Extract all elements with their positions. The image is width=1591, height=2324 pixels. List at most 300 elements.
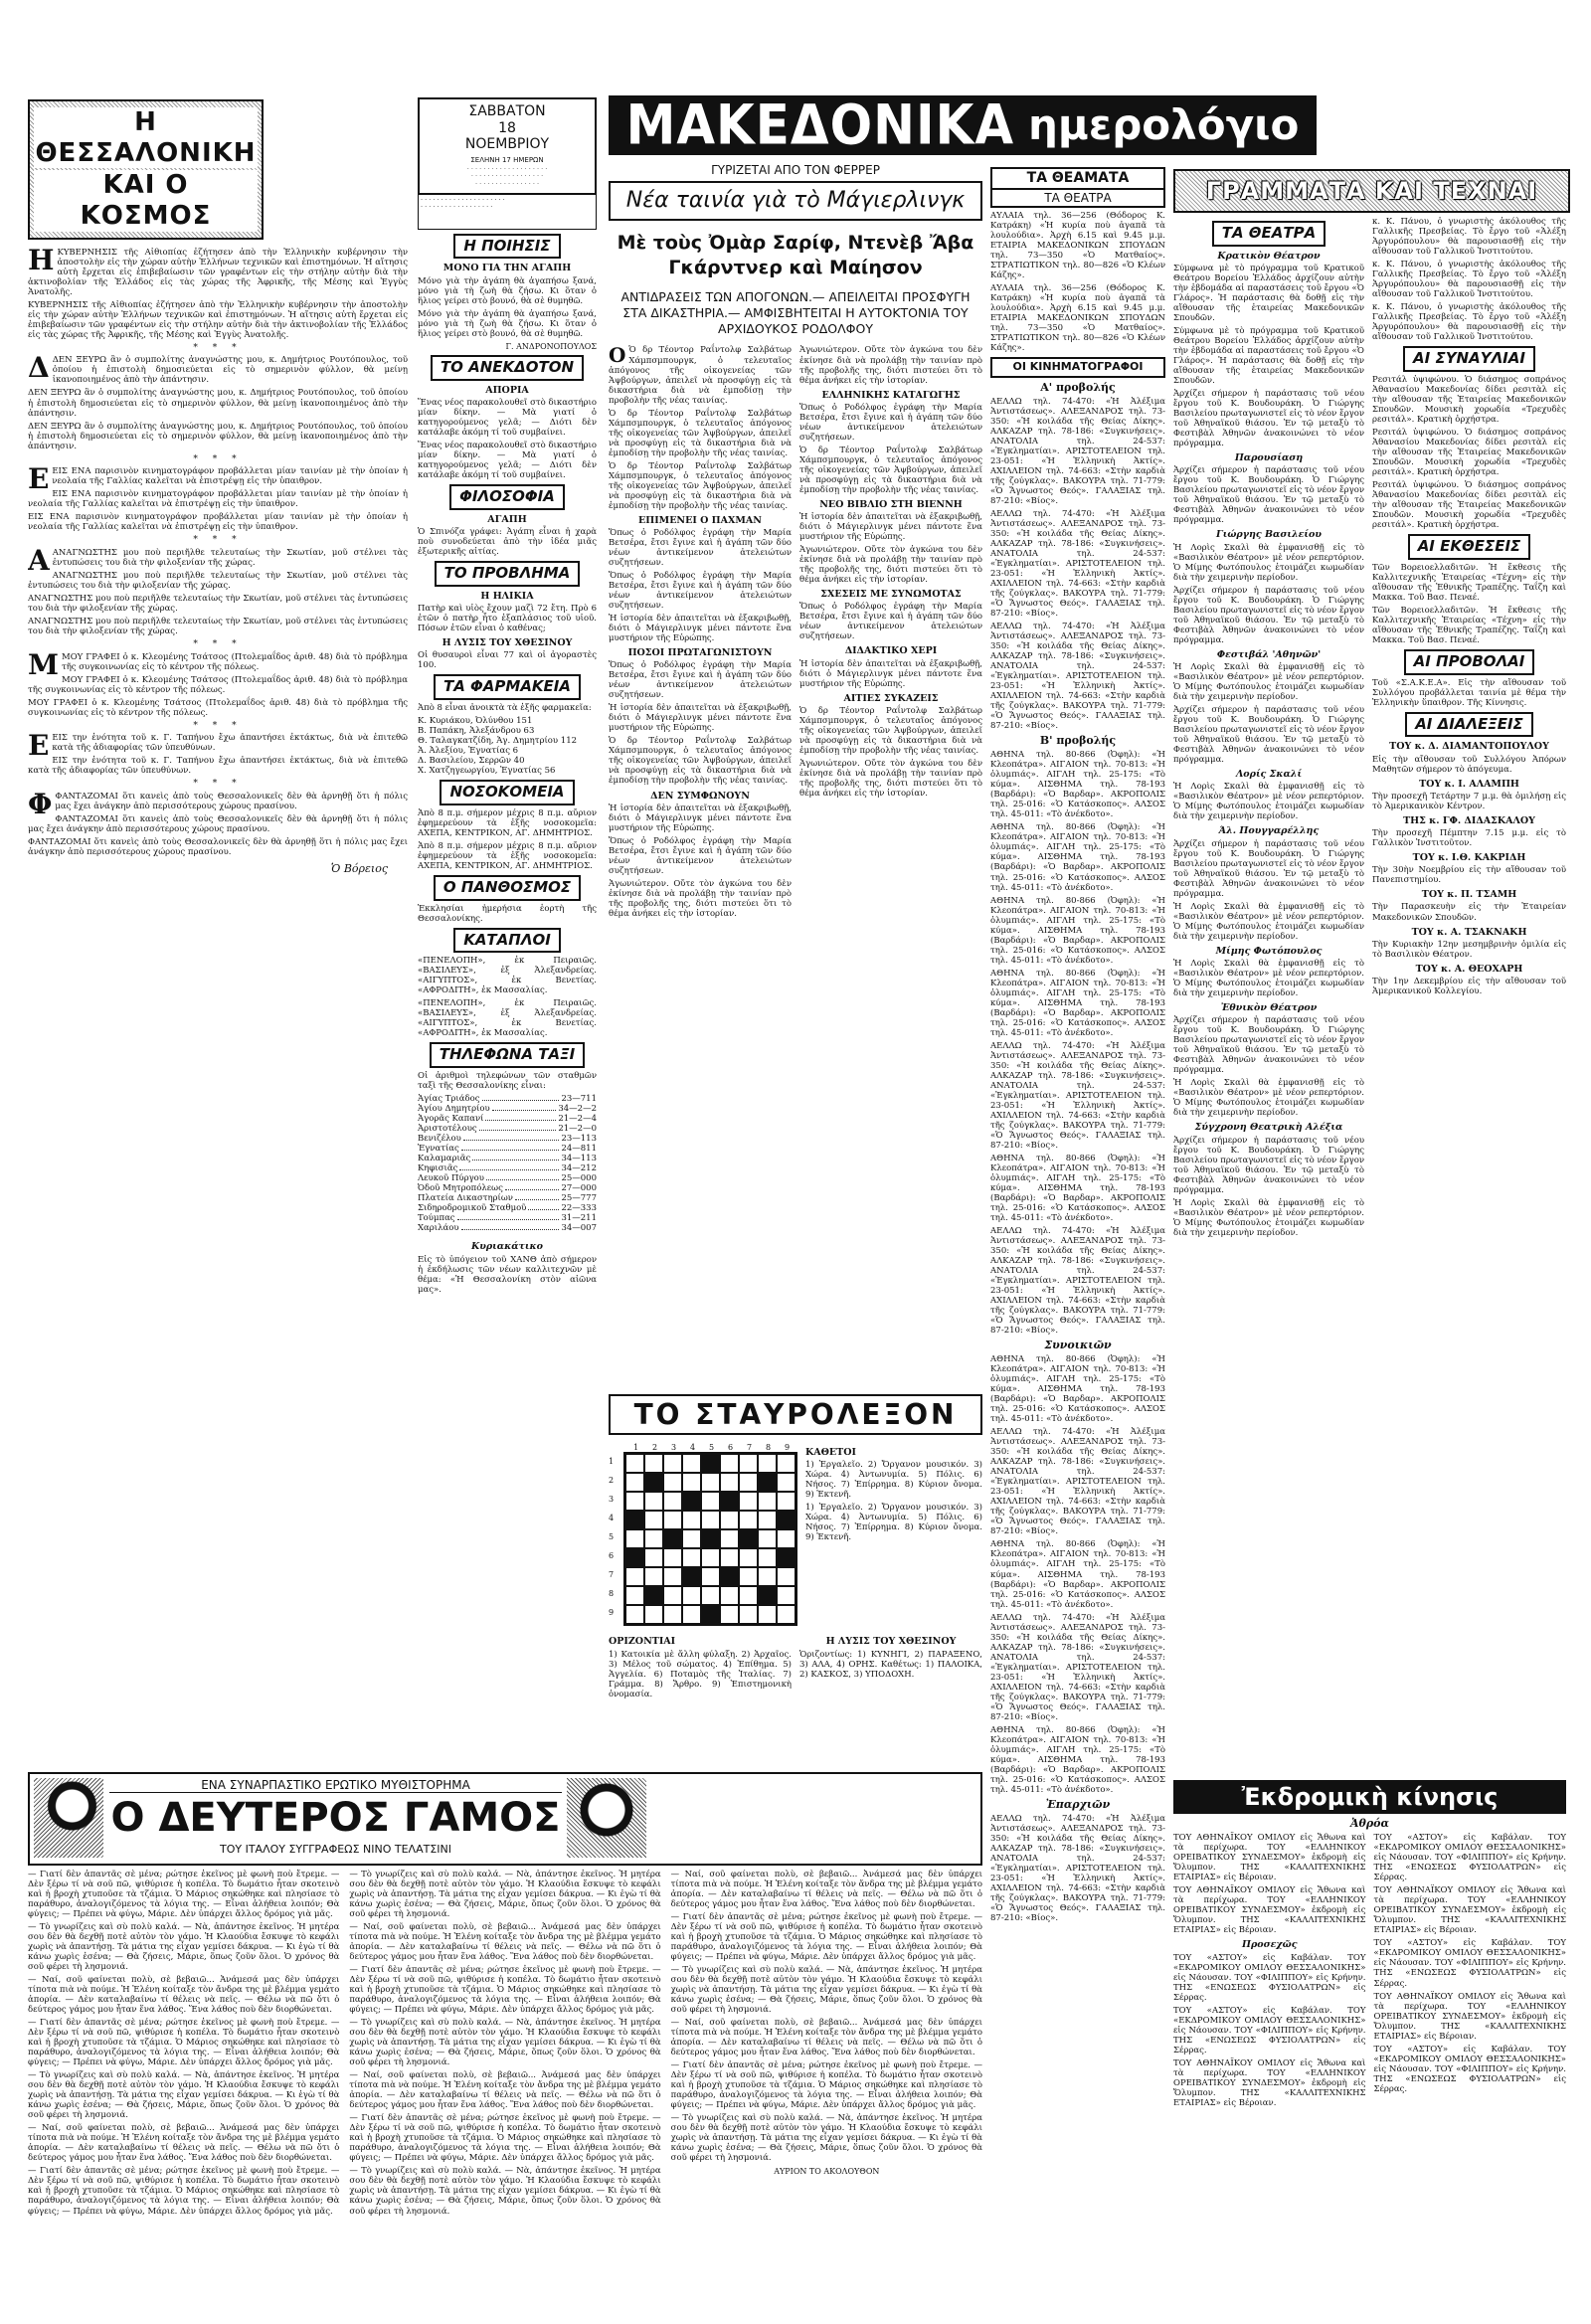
article-paragraph: ΦΑΝΤΑΖΟΜΑΙ ὅτι κανεὶς ἀπὸ τοὺς Θεσσαλονικεῖς δὲν θὰ ἀρνηθῇ ὅτι ἡ πόλις μας ἔχει ἀνάγκην ἀπὸ περισσότερους χώρους πρασίνου.: [28, 814, 408, 835]
article-paragraph: Ὁ δρ Τέοντορ Ραΐντολφ Σαλβάτωρ Χάμπσμπουργκ, ὁ τελευταῖος ἀπόγονος τῆς οἰκογενείας τῶν Ἀψβούργων, ἀπειλεῖ νὰ προσφύγῃ εἰς τὰ δικαστήρια διὰ νὰ ἐμποδίσῃ τὴν προβολὴν τῆς νέας ταινίας.: [609, 408, 792, 458]
crossword-cell: [663, 1586, 682, 1605]
diachronic-head: Κυριακάτικο: [471, 1241, 543, 1253]
crossword-cell: [758, 1454, 777, 1473]
crossword-cell: [663, 1605, 682, 1624]
crossword-cell: [625, 1605, 644, 1624]
philosophy-head: ΦΙΛΟΣΟΦΙΑ: [449, 484, 565, 510]
taxi-station-phone: 25—000: [561, 1173, 597, 1184]
leader-dots: [515, 1193, 559, 1200]
talk-speaker: ΤΟΥ κ. Π. ΤΣΑΜΗ: [1421, 889, 1517, 901]
pharmacy-item: Β. Παπάκη, Ἀλεξάνδρου 63: [418, 726, 535, 737]
leader-dots: [461, 1144, 560, 1151]
crossword-col-number: 2: [651, 1443, 658, 1453]
crossword-cell: [720, 1454, 739, 1473]
crossword-black-cell: [644, 1473, 663, 1492]
taxi-row: [418, 1193, 597, 1203]
serial-column-1: [28, 1870, 339, 2220]
article-paragraph: ΤΟΥ «ΑΣΤΟΥ» εἰς Καβάλαν. ΤΟΥ «ΕΚΔΡΟΜΙΚΟΥ ΟΜΙΛΟΥ ΘΕΣΣΑΛΟΝΙΚΗΣ» εἰς Νάουσαν. ΤΟΥ «ΦΙΛΙΠΠΟΥ» εἰς Κρήνην. ΤΗΣ «ΕΝΩΣΕΩΣ ΦΥΣΙΟΛΑΤΡΩΝ» εἰς Σέρρας.: [1373, 2044, 1566, 2094]
anecdote-subhead: ΑΠΟΡΙΑ: [485, 384, 529, 396]
hospitals-head: ΝΟΣΟΚΟΜΕΙΑ: [440, 780, 574, 805]
serial-column-3: [671, 1870, 982, 2220]
article-paragraph: — Ναί, σοῦ φαίνεται πολὺ, σὲ βεβαιῶ... Ἀνάμεσά μας δὲν ὑπάρχει τίποτα πιὰ νὰ πούμε. Ἡ Ἐλένη κοίταξε τὸν ἄνδρα της μὲ βλέμμα γεμάτο ἀπορία. — Δὲν καταλαβαίνω τί θέλεις νὰ πεῖς. — Θέλω νὰ πῶ ὅτι ὁ δεύτερος γάμος μου ἦταν ἕνα λάθος. Ἕνα λάθος ποὺ δὲν διορθώνεται.: [349, 2070, 661, 2111]
article-paragraph: Ἀγωνιώτερον. Οὔτε τὸν ἀγκώνα του δὲν ἐκίνησε διὰ νὰ προλάβῃ τὴν ταινίαν πρὸ τῆς προβολῆς της, διότι πιστεύει ὅτι τὸ θέμα ἀνήκει εἰς τὴν ἱστορίαν.: [799, 345, 982, 386]
film-subhead: ΣΧΕΣΕΙΣ ΜΕ ΣΥΝΩΜΟΤΑΣ: [820, 589, 962, 601]
crossword-black-cell: [739, 1529, 758, 1548]
crossword-cell: [739, 1548, 758, 1567]
article-paragraph: ΤΟΥ «ΑΣΤΟΥ» εἰς Καβάλαν. ΤΟΥ «ΕΚΔΡΟΜΙΚΟΥ ΟΜΙΛΟΥ ΘΕΣΣΑΛΟΝΙΚΗΣ» εἰς Νάουσαν. ΤΟΥ «ΦΙΛΙΠΠΟΥ» εἰς Κρήνην. ΤΗΣ «ΕΝΩΣΕΩΣ ΦΥΣΙΟΛΑΤΡΩΝ» εἰς Σέρρας.: [1373, 1938, 1566, 1989]
cinema-listing: ΑΘΗΝΑ τηλ. 80-866 (Ὀφηλ): «Ἡ Κλεοπάτρα». ΑΙΓΑΙΟΝ τηλ. 70-813: «Ἡ ὀλυμπιάς». ΑΙΓΛΗ τηλ. 25-175: «Τὸ κύμα». ΑΙΣΘΗΜΑ τηλ. 78-193 (Βαρδάρι): «Ὁ Βαρδαρ». ΑΚΡΟΠΟΛΙΣ τηλ. 25-016: «Ὁ Κατάσκοπος». ΑΛΣΟΣ τηλ. 45-011: «Τὸ ἀνέκδοτο».: [990, 822, 1165, 893]
date-month: ΝΟΕΜΒΡΙΟΥ: [464, 136, 550, 153]
anecdote-text: Ἕνας νέος παρακολουθεῖ στὸ δικαστήριο μίαν δίκην. — Μὰ γιατί ὁ κατηγορούμενος γελᾶ; — Διότι δὲν κατάλαβε ἀκόμη τί τοῦ συμβαίνει.: [418, 398, 597, 439]
taxi-station-phone: 34—2—2: [558, 1104, 597, 1115]
crossword-cell: [644, 1548, 663, 1567]
film-return-line: ΓΥΡΙΖΕΤΑΙ ΑΠΟ ΤΟΝ ΦΕΡΡΕΡ: [711, 163, 880, 177]
crossword-cell: [777, 1586, 796, 1605]
taxi-row: [418, 1154, 597, 1163]
film-body-columns: [609, 345, 982, 921]
first-runs-head: Α' προβολής: [1040, 380, 1116, 394]
taxi-row: [418, 1094, 597, 1104]
article-paragraph: Ὁ δρ Τέοντορ Ραΐντολφ Σαλβάτωρ Χάμπσμπουργκ, ὁ τελευταῖος ἀπόγονος τῆς οἰκογενείας τῶν Ἀψβούργων, ἀπειλεῖ νὰ προσφύγῃ εἰς τὰ δικαστήρια διὰ νὰ ἐμποδίσῃ τὴν προβολὴν τῆς νέας ταινίας.: [799, 445, 982, 495]
cinema-listing: ΑΘΗΝΑ τηλ. 80-866 (Ὀφηλ): «Ἡ Κλεοπάτρα». ΑΙΓΑΙΟΝ τηλ. 70-813: «Ἡ ὀλυμπιάς». ΑΙΓΛΗ τηλ. 25-175: «Τὸ κύμα». ΑΙΣΘΗΜΑ τηλ. 78-193 (Βαρδάρι): «Ὁ Βαρδαρ». ΑΚΡΟΠΟΛΙΣ τηλ. 25-016: «Ὁ Κατάσκοπος». ΑΛΣΟΣ τηλ. 45-011: «Τὸ ἀνέκδοτο».: [990, 1354, 1165, 1425]
taxi-station-phone: 21—2—0: [558, 1124, 597, 1135]
crossword-solution-wrap: [799, 1632, 982, 1701]
leader-dots: [482, 1094, 560, 1101]
crossword-cell: [758, 1492, 777, 1511]
taxi-station-name: Ἐγνατίας: [418, 1144, 459, 1155]
leader-dots: [459, 1163, 559, 1170]
leader-dots: [528, 1203, 559, 1210]
anecdote-text: Ἕνας νέος παρακολουθεῖ στὸ δικαστήριο μίαν δίκην. — Μὰ γιατί ὁ κατηγορούμενος γελᾶ; — Διότι δὲν κατάλαβε ἀκόμη τί τοῦ συμβαίνει.: [418, 441, 597, 481]
article-paragraph: Ἀρχίζει σήμερον ἡ παράστασις τοῦ νέου ἔργου τοῦ Κ. Βουδουράκη. Ὁ Γιώργης Βασιλείου πρωταγωνιστεῖ εἰς τὸ νέον ἔργον τοῦ Ἀθηναϊκοῦ θιάσου. Ἐν τῷ μεταξὺ τὸ Φεστιβὰλ Ἀθηνῶν ἀνακοινώνει τὸ νέον πρόγραμμα.: [1173, 838, 1364, 899]
crossword-black-cell: [682, 1567, 701, 1586]
crossword-col-number: 3: [670, 1443, 677, 1453]
crossword-cell: [644, 1454, 663, 1473]
masthead-title: [609, 95, 1317, 155]
film-subhead: ΠΟΣΟΙ ΠΡΩΤΑΓΩΝΙΣΤΟΥΝ: [627, 647, 773, 659]
article-paragraph: ΗΚΥΒΕΡΝΗΣΙΣ τῆς Αἰθιοπίας ἐζήτησεν ἀπὸ τὴν Ἑλληνικὴν κυβέρνησιν τὴν ἀποστολὴν εἰς τὴν χώραν αὐτὴν Ἑλλήνων τεχνικῶν καὶ ἐπιστημόνων. Ἡ αἴτησις αὐτὴ ἔρχεται εἰς ἐπιβεβαίωσιν τῶν γραφέντων εἰς τὴν στήλην αὐτὴν διὰ τὴν ἀκτινοβολίαν τῆς Ἑλλάδος εἰς τὰς χώρας τῆς Ἀφρικῆς, τῆς Μέσης καὶ Ἐγγὺς Ἀνατολῆς.: [28, 243, 408, 297]
exhibitions-head: ΑΙ ΕΚΘΕΣΕΙΣ: [1408, 534, 1531, 560]
arts-subhead: Γιώργης Βασιλείου: [1216, 529, 1322, 541]
crossword-cell: [682, 1511, 701, 1529]
crossword-row-numbers: 1 2 3 4 5 6 7 8 9: [609, 1457, 615, 1618]
leader-dots: [505, 1183, 560, 1190]
talk-details: Τὴν 30ὴν Νοεμβρίου εἰς τὴν αἴθουσαν τοῦ Πανεπιστημίου.: [1372, 865, 1566, 886]
cinema-listing: ΑΕΛΛΩ τηλ. 74-470: «Ἡ Ἀλέξιμα Ἀντιστάσεως». ΑΛΕΞΑΝΔΡΟΣ τηλ. 73-350: «Ἡ κοιλάδα τῆς Θείας Δίκης». ΑΛΚΑΖΑΡ τηλ. 78-186: «Συγκινήσεις». ΑΝΑΤΟΛΙΑ τηλ. 24-537: «Ἐγκληματίαι». ΑΡΙΣΤΟΤΕΛΕΙΟΝ τηλ. 23-051: «Ἡ Ἑλληνικὴ Ἀκτίς». ΑΧΙΛΛΕΙΟΝ τηλ. 74-663: «Στὴν καρδιὰ τῆς ζούγκλας». ΒΑΚΟΥΡΑ τηλ. 71-779: «Ὁ Ἄγνωστος Θεός». ΓΑΛΑΞΙΑΣ τηλ. 87-210: «Βίος».: [990, 1040, 1165, 1151]
pantheon-text: Ἐκκλησίαι ἡμερήσια ἑορτὴ τῆς Θεσσαλονίκης.: [418, 903, 597, 924]
crossword-cell: [701, 1473, 720, 1492]
taxi-row: [418, 1163, 597, 1173]
crossword-down-head: ΚΑΘΕΤΟΙ: [805, 1447, 856, 1459]
pharmacy-item: Κ. Κυριάκου, Ὀλύνθου 151: [418, 716, 533, 727]
taxi-station-name: Κηφισιᾶς: [418, 1163, 458, 1174]
article-paragraph: Ἡ ἱστορία δὲν ἀπαιτεῖται νὰ ἐξακριβωθῇ, διότι ὁ Μάγιερλινγκ μένει πάντοτε ἕνα μυστήριον τῆς Εὐρώπης.: [609, 703, 792, 734]
crossword-black-cell: [682, 1492, 701, 1511]
provinces-head: Ἐπαρχιῶν: [1045, 1797, 1111, 1811]
cinema-listing: ΑΕΛΛΩ τηλ. 74-470: «Ἡ Ἀλέξιμα Ἀντιστάσεως». ΑΛΕΞΑΝΔΡΟΣ τηλ. 73-350: «Ἡ κοιλάδα τῆς Θείας Δίκης». ΑΛΚΑΖΑΡ τηλ. 78-186: «Συγκινήσεις». ΑΝΑΤΟΛΙΑ τηλ. 24-537: «Ἐγκληματίαι». ΑΡΙΣΤΟΤΕΛΕΙΟΝ τηλ. 23-051: «Ἡ Ἑλληνικὴ Ἀκτίς». ΑΧΙΛΛΕΙΟΝ τηλ. 74-663: «Στὴν καρδιὰ τῆς ζούγκλας». ΒΑΚΟΥΡΑ τηλ. 71-779: «Ὁ Ἄγνωστος Θεός». ΓΑΛΑΞΙΑΣ τηλ. 87-210: «Βίος».: [990, 1813, 1165, 1923]
taxi-station-phone: 34—007: [561, 1223, 597, 1234]
paper-title: ΜΑΚΕΔΟΝΙΚΑ: [625, 95, 1015, 155]
article-paragraph: — Γιατί δὲν ἀπαντᾶς σὲ μένα; ρώτησε ἐκεῖνος μὲ φωνὴ ποὺ ἔτρεμε. — Δὲν ξέρω τί νὰ σοῦ πῶ, ψιθύρισε ἡ κοπέλα. Τὸ δωμάτιο ἦταν σκοτεινὸ καὶ ἡ βροχὴ χτυποῦσε τὰ τζάμια. Ὁ Μάριος σηκώθηκε καὶ πλησίασε τὸ παράθυρο, ἀναλογιζόμενος τὰ λόγια της. — Εἶναι ἀλήθεια λοιπόν; Θὰ φύγεις; — Πρέπει νὰ φύγω, Μάριε. Δὲν ὑπάρχει ἄλλος δρόμος γιὰ μᾶς.: [28, 1870, 340, 1920]
taxi-row: [418, 1114, 597, 1124]
crossword-cell: [777, 1492, 796, 1511]
poetry-author: Γ. ΑΝΔΡΟΝΟΠΟΥΛΟΣ: [505, 341, 597, 351]
taxi-row: [418, 1124, 597, 1134]
article-paragraph: ΕΙΣ ΕΝΑ παρισινὸν κινηματογράφον προβάλλεται μίαν ταινίαν μὲ τὴν ὁποίαν ἡ νεολαία τῆς Γαλλίας καλεῖται νὰ ἐπιστρέψῃ εἰς τὴν ὑπαιθρον.: [28, 512, 408, 533]
crossword-grid: [623, 1452, 797, 1626]
article-paragraph: Ἡ Λορὶς Σκαλὶ θὰ ἐμφανισθῇ εἰς τὸ «Βασιλικὸν Θέατρον» μὲ νέον ρεπερτόριον. Ὁ Μίμης Φωτόπουλος ἑτοιμάζει κωμωδίαν διὰ τὴν χειμερινὴν περίοδον.: [1173, 662, 1364, 703]
article-paragraph: ΔΕΝ ΞΕΥΡΩ ἂν ὁ συμπολίτης ἀναγνώστης μου, κ. Δημήτριος Ρουτόπουλος, τοῦ ὁποίου ἡ ἐπιστολὴ δημοσιεύεται εἰς τὸ σημερινὸν φύλλον, θὰ μείνῃ ἱκανοποιημένος ἀπὸ τὴν ἀπάντησιν.: [28, 421, 408, 451]
article-paragraph: — Τὸ γνωρίζεις καὶ σὺ πολὺ καλά. — Νὰ, ἀπάντησε ἐκεῖνος. Ἡ μητέρα σου δὲν θὰ δεχθῇ ποτὲ αὐτὸν τὸν γάμο. Ἡ Κλαούδια ἔσκυψε τὸ κεφάλι χωρὶς νὰ ἀπαντήσῃ. Τὰ μάτια της εἶχαν γεμίσει δάκρυα. — Κι ἐγὼ τί θὰ κάνω χωρὶς ἐσένα; — Θὰ ζήσεις, Μάριε, ὅπως ζοῦν ὅλοι. Ὁ χρόνος θὰ σοῦ φέρει τὴ λησμονιά.: [28, 1922, 340, 1973]
article-paragraph: ΜΜΟΥ ΓΡΑΦΕΙ ὁ κ. Κλεομένης Τσάτσος (Πτολεμαΐδος ἀριθ. 48) διὰ τὸ πρόβλημα τῆς συγκοινωνίας εἰς τὸ κέντρον τῆς πόλεως.: [28, 647, 408, 681]
masthead-note: · · · · · · · · · · · · · · · · · · · · · · · · · · · · · · · · · · · · · · ·: [418, 195, 597, 230]
taxi-row: [418, 1104, 597, 1114]
leader-dots: [492, 1104, 557, 1111]
ships-text: «ΠΕΝΕΛΟΠΗ», ἐκ Πειραιῶς. «ΒΑΣΙΛΕΥΣ», ἐξ Ἀλεξανδρείας. «ΑΙΓΥΠΤΟΣ», ἐκ Βενετίας. «ΑΦΡΟΔΙΤΗ», ἐκ Μασσαλίας.: [418, 956, 597, 996]
excursions-head: Ἐκδρομικὴ κίνησις: [1173, 1780, 1566, 1814]
crossword-cell: [644, 1567, 663, 1586]
article-paragraph: Ὅπως ὁ Ροδόλφος ἐγράφη τὴν Μαρία Βετσέρα, ἔτσι ἔγινε καὶ ἡ ἀγάπη τῶν δύο νέων ἀντικείμενον ἀτελειώτων συζητήσεων.: [609, 527, 792, 568]
film-stars: Μὲ τοὺς Ὀμὰρ Σαρίφ, Ντενὲβ Ἄβα Γκάρντνερ καὶ Μαίησον: [617, 232, 974, 278]
article-paragraph: — Τὸ γνωρίζεις καὶ σὺ πολὺ καλά. — Νὰ, ἀπάντησε ἐκεῖνος. Ἡ μητέρα σου δὲν θὰ δεχθῇ ποτὲ αὐτὸν τὸν γάμο. Ἡ Κλαούδια ἔσκυψε τὸ κεφάλι χωρὶς νὰ ἀπαντήσῃ. Τὰ μάτια της εἶχαν γεμίσει δάκρυα. — Κι ἐγὼ τί θὰ κάνω χωρὶς ἐσένα; — Θὰ ζήσεις, Μάριε, ὅπως ζοῦν ὅλοι. Ὁ χρόνος θὰ σοῦ φέρει τὴ λησμονιά.: [670, 1965, 982, 2016]
crossword-cell: [682, 1548, 701, 1567]
arts-theatres-head: ΤΑ ΘΕΑΤΡΑ: [1212, 221, 1326, 247]
article-paragraph: Τῶν Βορειοελλαδιτῶν. Ἡ ἔκθεσις τῆς Καλλιτεχνικῆς Ἑταιρείας «Τέχνη» εἰς τὴν αἴθουσαν τῆς Ἐθνικῆς Τραπέζης. Ταΐζη καὶ Μακκα. Τοῦ Βασ. Πεναέ.: [1372, 605, 1566, 645]
theatres-listing: ΑΥΛΑΙΑ τηλ. 36—256 (Θόδορος Κ. Κατράκη) «Ἡ κυρία ποὺ ἀγαπᾶ τὰ λουλούδια». Ἀρχὴ 6.15 καὶ 9.45 μ.μ. ΕΤΑΙΡΙΑ ΜΑΚΕΔΟΝΙΚΩΝ ΣΠΟΥΔΩΝ τηλ. 73—350 «Ὁ Ματθαίος». ΣΤΡΑΤΙΩΤΙΚΟΝ τηλ. 80—826 «Ὁ Κλέων Κάζης».: [990, 282, 1165, 353]
article-paragraph: Ἀρχίζει σήμερον ἡ παράστασις τοῦ νέου ἔργου τοῦ Κ. Βουδουράκη. Ὁ Γιώργης Βασιλείου πρωταγωνιστεῖ εἰς τὸ νέον ἔργον τοῦ Ἀθηναϊκοῦ θιάσου. Ἐν τῷ μεταξὺ τὸ Φεστιβὰλ Ἀθηνῶν ἀνακοινώνει τὸ νέον πρόγραμμα.: [1173, 389, 1364, 449]
almanac-details: · · · · · · · · · · · · · · · · · · · · · · · · · · · · · · · · · · · · · · · · · · · · · · · · · · · · · ·: [466, 164, 548, 189]
taxi-row: [418, 1213, 597, 1223]
film-subhead: ΕΠΙΜΕΝΕΙ Ο ΠΑΧΜΑΝ: [638, 514, 762, 526]
pharmacies-intro: Ἀπὸ 8 εἶναι ἀνοικτὰ τὰ ἑξῆς φαρμακεῖα:: [418, 703, 592, 713]
film-article: [609, 161, 982, 1392]
article-paragraph: κ. Κ. Πάνου, ὁ γνωριστὴς ἀκόλουθος τῆς Γαλλικῆς Πρεσβείας. Τὸ ἔργο τοῦ «Ἀλέξη Ἀργυρόπουλου» θὰ παρουσιασθῇ εἰς τὴν αἴθουσαν τοῦ Γαλλικοῦ Ἰνστιτούτου.: [1372, 302, 1566, 343]
article-paragraph: Ὅπως ὁ Ροδόλφος ἐγράφη τὴν Μαρία Βετσέρα, ἔτσι ἔγινε καὶ ἡ ἀγάπη τῶν δύο νέων ἀντικείμενον ἀτελειώτων συζητήσεων.: [799, 602, 982, 642]
taxi-station-phone: 23—113: [561, 1134, 597, 1145]
serial-section: [28, 1772, 982, 2299]
pantheon-head: Ο ΠΑΝΘΟΣΜΟΣ: [434, 875, 581, 901]
film-body-right: [799, 345, 982, 921]
crossword-cell: [720, 1548, 739, 1567]
taxi-station-name: Χαριλάου: [418, 1223, 459, 1234]
thessaloniki-headline-1: Η ΘΕΣΣΑΛΟΝΙΚΗ: [35, 107, 257, 168]
excursions-subhead-2: Προσεχῶς: [1242, 1939, 1298, 1951]
taxi-station-name: Ἁγίου Δημητρίου: [418, 1104, 490, 1115]
article-paragraph: ΚΥΒΕΡΝΗΣΙΣ τῆς Αἰθιοπίας ἐζήτησεν ἀπὸ τὴν Ἑλληνικὴν κυβέρνησιν τὴν ἀποστολὴν εἰς τὴν χώραν αὐτὴν Ἑλλήνων τεχνικῶν καὶ ἐπιστημόνων. Ἡ αἴτησις αὐτὴ ἔρχεται εἰς ἐπιβεβαίωσιν τῶν γραφέντων εἰς τὴν στήλην αὐτὴν διὰ τὴν ἀκτινοβολίαν τῆς Ἑλλάδος εἰς τὰς χώρας τῆς Ἀφρικῆς, τῆς Μέσης καὶ Ἐγγὺς Ἀνατολῆς.: [28, 299, 408, 340]
problem-head: ΤΟ ΠΡΟΒΛΗΜΑ: [435, 561, 581, 587]
article-paragraph: Ἀρχίζει σήμερον ἡ παράστασις τοῦ νέου ἔργου τοῦ Κ. Βουδουράκη. Ὁ Γιώργης Βασιλείου πρωταγωνιστεῖ εἰς τὸ νέον ἔργον τοῦ Ἀθηναϊκοῦ θιάσου. Ἐν τῷ μεταξὺ τὸ Φεστιβὰλ Ἀθηνῶν ἀνακοινώνει τὸ νέον πρόγραμμα.: [1173, 705, 1364, 766]
article-paragraph: — Γιατί δὲν ἀπαντᾶς σὲ μένα; ρώτησε ἐκεῖνος μὲ φωνὴ ποὺ ἔτρεμε. — Δὲν ξέρω τί νὰ σοῦ πῶ, ψιθύρισε ἡ κοπέλα. Τὸ δωμάτιο ἦταν σκοτεινὸ καὶ ἡ βροχὴ χτυποῦσε τὰ τζάμια. Ὁ Μάριος σηκώθηκε καὶ πλησίασε τὸ παράθυρο, ἀναλογιζόμενος τὰ λόγια της. — Εἶναι ἀλήθεια λοιπόν; Θὰ φύγεις; — Πρέπει νὰ φύγω, Μάριε. Δὲν ὑπάρχει ἄλλος δρόμος γιὰ μᾶς.: [349, 1965, 661, 2016]
paper-subtitle: ημερολόγιο: [1028, 100, 1300, 150]
serial-banner: ΕΝΑ ΣΥΝΑΡΠΑΣΤΙΚΟ ΕΡΩΤΙΚΟ ΜΥΘΙΣΤΟΡΗΜΑ: [109, 1778, 562, 1793]
article-paragraph: Ἀρχίζει σήμερον ἡ παράστασις τοῦ νέου ἔργου τοῦ Κ. Βουδουράκη. Ὁ Γιώργης Βασιλείου πρωταγωνιστεῖ εἰς τὸ νέον ἔργον τοῦ Ἀθηναϊκοῦ θιάσου. Ἐν τῷ μεταξὺ τὸ Φεστιβὰλ Ἀθηνῶν ἀνακοινώνει τὸ νέον πρόγραμμα.: [1173, 1135, 1364, 1195]
crossword-cell: [739, 1473, 758, 1492]
arts-right-column: [1372, 217, 1566, 1778]
serial-title: Ο ΔΕΥΤΕΡΟΣ ΓΑΜΟΣ: [110, 1795, 561, 1841]
crossword-cell: [701, 1511, 720, 1529]
crossword-cell: [701, 1548, 720, 1567]
article-paragraph: Ὅπως ὁ Ροδόλφος ἐγράφη τὴν Μαρία Βετσέρα, ἔτσι ἔγινε καὶ ἡ ἀγάπη τῶν δύο νέων ἀντικείμενον ἀτελειώτων συζητήσεων.: [799, 402, 982, 443]
excursions-body: [1173, 1833, 1566, 2108]
film-subhead: ΔΕΝ ΣΥΜΦΩΝΟΥΝ: [650, 790, 750, 802]
film-subhead: ΑΙΤΙΕΣ ΣΥΚΑΖΕΙΣ: [843, 692, 939, 704]
crossword-cell: [625, 1529, 644, 1548]
hospitals-text: Ἀπὸ 8 π.μ. σήμερον μέχρις 8 π.μ. αὔριον ἐφημερεύουν τὰ ἑξῆς νοσοκομεῖα: ΑΧΕΠΑ, ΚΕΝΤΡΙΚΟΝ, ΑΓ. ΔΗΜΗΤΡΙΟΣ.: [418, 840, 597, 871]
crossword-section: [609, 1394, 982, 1770]
crossword-cell: [625, 1492, 644, 1511]
meetings-head: ΑΙ ΣΥΝΑΥΛΙΑΙ: [1403, 346, 1535, 372]
crossword-cell: [739, 1511, 758, 1529]
cinema-listing: ΑΕΛΛΩ τηλ. 74-470: «Ἡ Ἀλέξιμα Ἀντιστάσεως». ΑΛΕΞΑΝΔΡΟΣ τηλ. 73-350: «Ἡ κοιλάδα τῆς Θείας Δίκης». ΑΛΚΑΖΑΡ τηλ. 78-186: «Συγκινήσεις». ΑΝΑΤΟΛΙΑ τηλ. 24-537: «Ἐγκληματίαι». ΑΡΙΣΤΟΤΕΛΕΙΟΝ τηλ. 23-051: «Ἡ Ἑλληνικὴ Ἀκτίς». ΑΧΙΛΛΕΙΟΝ τηλ. 74-663: «Στὴν καρδιὰ τῆς ζούγκλας». ΒΑΚΟΥΡΑ τηλ. 71-779: «Ὁ Ἄγνωστος Θεός». ΓΑΛΑΞΙΑΣ τηλ. 87-210: «Βίος».: [990, 1612, 1165, 1722]
cinemas-head: ΟΙ ΚΙΝΗΜΑΤΟΓΡΑΦΟΙ: [990, 357, 1165, 378]
pharmacy-item: Δ. Βασιλείου, Σερρῶν 40: [418, 756, 525, 767]
cinema-listing: ΑΘΗΝΑ τηλ. 80-866 (Ὀφηλ): «Ἡ Κλεοπάτρα». ΑΙΓΑΙΟΝ τηλ. 70-813: «Ἡ ὀλυμπιάς». ΑΙΓΛΗ τηλ. 25-175: «Τὸ κύμα». ΑΙΣΘΗΜΑ τηλ. 78-193 (Βαρδάρι): «Ὁ Βαρδαρ». ΑΚΡΟΠΟΛΙΣ τηλ. 25-016: «Ὁ Κατάσκοπος». ΑΛΣΟΣ τηλ. 45-011: «Τὸ ἀνέκδοτο».: [990, 750, 1165, 820]
article-paragraph: ΔΕΝ ΞΕΥΡΩ ἂν ὁ συμπολίτης ἀναγνώστης μου, κ. Δημήτριος Ρουτόπουλος, τοῦ ὁποίου ἡ ἐπιστολὴ δημοσιεύεται εἰς τὸ σημερινὸν φύλλον, θὰ μείνῃ ἱκανοποιημένος ἀπὸ τὴν ἀπάντησιν.: [28, 388, 408, 419]
article-paragraph: ΤΟΥ «ΑΣΤΟΥ» εἰς Καβάλαν. ΤΟΥ «ΕΚΔΡΟΜΙΚΟΥ ΟΜΙΛΟΥ ΘΕΣΣΑΛΟΝΙΚΗΣ» εἰς Νάουσαν. ΤΟΥ «ΦΙΛΙΠΠΟΥ» εἰς Κρήνην. ΤΗΣ «ΕΝΩΣΕΩΣ ΦΥΣΙΟΛΑΤΡΩΝ» εἰς Σέρρας.: [1173, 1952, 1366, 2003]
taxi-station-phone: 21—2—4: [558, 1114, 597, 1125]
article-paragraph: Σύμφωνα μὲ τὸ πρόγραμμα τοῦ Κρατικοῦ Θεάτρου Βορείου Ἑλλάδος ἀρχίζουν αὐτὴν τὴν ἑβδομάδα αἱ παραστάσεις τοῦ ἔργου «Ὁ Γλάρος». Ἡ παράστασις θὰ δοθῇ εἰς τὴν αἴθουσαν τῆς ἑταιρείας Μακεδονικῶν Σπουδῶν.: [1173, 263, 1364, 323]
serial-body: [28, 1870, 982, 2220]
serial-illustration-right: [567, 1778, 646, 1858]
cinema-listing: ΑΕΛΛΩ τηλ. 74-470: «Ἡ Ἀλέξιμα Ἀντιστάσεως». ΑΛΕΞΑΝΔΡΟΣ τηλ. 73-350: «Ἡ κοιλάδα τῆς Θείας Δίκης». ΑΛΚΑΖΑΡ τηλ. 78-186: «Συγκινήσεις». ΑΝΑΤΟΛΙΑ τηλ. 24-537: «Ἐγκληματίαι». ΑΡΙΣΤΟΤΕΛΕΙΟΝ τηλ. 23-051: «Ἡ Ἑλληνικὴ Ἀκτίς». ΑΧΙΛΛΕΙΟΝ τηλ. 74-663: «Στὴν καρδιὰ τῆς ζούγκλας». ΒΑΚΟΥΡΑ τηλ. 71-779: «Ὁ Ἄγνωστος Θεός». ΓΑΛΑΞΙΑΣ τηλ. 87-210: «Βίος».: [990, 622, 1165, 732]
crossword-cell: [701, 1567, 720, 1586]
crossword-cell: [644, 1511, 663, 1529]
article-paragraph: ΕΙΣ ΕΝΑ παρισινὸν κινηματογράφον προβάλλεται μίαν ταινίαν μὲ τὴν ὁποίαν ἡ νεολαία τῆς Γαλλίας καλεῖται νὰ ἐπιστρέψῃ εἰς τὴν ὑπαιθρον.: [28, 489, 408, 510]
thessaloniki-headline-box: [28, 99, 264, 240]
article-paragraph: — Τὸ γνωρίζεις καὶ σὺ πολὺ καλά. — Νὰ, ἀπάντησε ἐκεῖνος. Ἡ μητέρα σου δὲν θὰ δεχθῇ ποτὲ αὐτὸν τὸν γάμο. Ἡ Κλαούδια ἔσκυψε τὸ κεφάλι χωρὶς νὰ ἀπαντήσῃ. Τὰ μάτια της εἶχαν γεμίσει δάκρυα. — Κι ἐγὼ τί θὰ κάνω χωρὶς ἐσένα; — Θὰ ζήσεις, Μάριε, ὅπως ζοῦν ὅλοι. Ὁ χρόνος θὰ σοῦ φέρει τὴ λησμονιά.: [28, 2070, 340, 2121]
serial-continued: ΑΥΡΙΟΝ ΤΟ ΑΚΟΛΟΥΘΟΝ: [774, 2167, 880, 2177]
article-paragraph: — Τὸ γνωρίζεις καὶ σὺ πολὺ καλά. — Νὰ, ἀπάντησε ἐκεῖνος. Ἡ μητέρα σου δὲν θὰ δεχθῇ ποτὲ αὐτὸν τὸν γάμο. Ἡ Κλαούδια ἔσκυψε τὸ κεφάλι χωρὶς νὰ ἀπαντήσῃ. Τὰ μάτια της εἶχαν γεμίσει δάκρυα. — Κι ἐγὼ τί θὰ κάνω χωρὶς ἐσένα; — Θὰ ζήσεις, Μάριε, ὅπως ζοῦν ὅλοι. Ὁ χρόνος θὰ σοῦ φέρει τὴ λησμονιά.: [349, 1870, 661, 1920]
crossword-black-cell: [758, 1473, 777, 1492]
talk-speaker: ΤΟΥ κ. Α. ΤΣΑΚΝΑΚΗ: [1411, 926, 1527, 938]
taxi-intro: Οἱ ἀριθμοὶ τηλεφώνων τῶν σταθμῶν ταξὶ τῆς Θεσσαλονίκης εἶναι:: [418, 1071, 597, 1092]
poetry-subhead: ΜΟΝΟ ΓΙΑ ΤΗΝ ΑΓΑΠΗ: [442, 263, 572, 274]
taxi-station-name: Τούμπας: [418, 1213, 455, 1224]
crossword-cell: [739, 1454, 758, 1473]
philosophy-text: Ὁ Σπινόζα γράφει: Ἀγάπη εἶναι ἡ χαρὰ ποὺ συνοδεύεται ἀπὸ τὴν ἰδέα μιᾶς ἐξωτερικῆς αἰτίας.: [418, 527, 597, 558]
problem-subhead: Η ΗΛΙΚΙΑ: [480, 590, 534, 602]
article-paragraph: ΦΑΝΤΑΖΟΜΑΙ ὅτι κανεὶς ἀπὸ τοὺς Θεσσαλονικεῖς δὲν θὰ ἀρνηθῇ ὅτι ἡ πόλις μας ἔχει ἀνάγκην ἀπὸ περισσότερους χώρους πρασίνου.: [28, 837, 408, 858]
section-divider: * * *: [193, 779, 243, 790]
crossword-cell: [644, 1492, 663, 1511]
arts-left-column: [1173, 217, 1364, 1778]
crossword-solution: Ὁριζοντίως: 1) ΚΥΝΗΓΙ, 2) ΠΑΡΑΞΕΝΟ, 3) ΑΛΑ, 4) ΟΡΗΣ. Καθέτως: 1) ΠΑΛΟΙΚΑ, 2) ΚΑΣΚΟΣ, 3) ΥΠΟΔΟΧΗ.: [799, 1649, 982, 1680]
article-paragraph: Τοῦ «Σ.Α.Κ.Ε.Α». Εἰς τὴν αἴθουσαν τοῦ Συλλόγου προβάλλεται ταινία μὲ θέμα τὴν Ἑλληνικὴν ὕπαιθρον. Τῆς Κίννησις.: [1372, 677, 1566, 708]
crossword-cell: [777, 1454, 796, 1473]
article-paragraph: Ὅπως ὁ Ροδόλφος ἐγράφη τὴν Μαρία Βετσέρα, ἔτσι ἔγινε καὶ ἡ ἀγάπη τῶν δύο νέων ἀντικείμενον ἀτελειώτων συζητήσεων.: [609, 660, 792, 701]
crossword-head: ΤΟ ΣΤΑΥΡΟΛΕΞΟΝ: [609, 1394, 982, 1435]
article-paragraph: — Ναί, σοῦ φαίνεται πολὺ, σὲ βεβαιῶ... Ἀνάμεσά μας δὲν ὑπάρχει τίποτα πιὰ νὰ πούμε. Ἡ Ἐλένη κοίταξε τὸν ἄνδρα της μὲ βλέμμα γεμάτο ἀπορία. — Δὲν καταλαβαίνω τί θέλεις νὰ πεῖς. — Θέλω νὰ πῶ ὅτι ὁ δεύτερος γάμος μου ἦταν ἕνα λάθος. Ἕνα λάθος ποὺ δὲν διορθώνεται.: [28, 2123, 340, 2164]
article-paragraph: Ὅπως ὁ Ροδόλφος ἐγράφη τὴν Μαρία Βετσέρα, ἔτσι ἔγινε καὶ ἡ ἀγάπη τῶν δύο νέων ἀντικείμενον ἀτελειώτων συζητήσεων.: [609, 571, 792, 612]
taxi-station-name: Ἀριστοτέλους: [418, 1124, 477, 1135]
theatres-head: ΤΑ ΘΕΑΤΡΑ: [990, 190, 1165, 208]
crossword-black-cell: [701, 1529, 720, 1548]
talk-details: Τὴν 1ην Δεκεμβρίου εἰς τὴν αἴθουσαν τοῦ Ἀμερικανικοῦ Κολλεγίου.: [1372, 976, 1566, 996]
film-subhead: ΕΛΛΗΝΙΚΗΣ ΚΑΤΑΓΩΓΗΣ: [821, 389, 961, 401]
problem-text: Πατὴρ καὶ υἱὸς ἔχουν μαζὶ 72 ἔτη. Πρὸ 6 ἐτῶν ὁ πατὴρ ἦτο ἑξαπλάσιος τοῦ υἱοῦ. Πόσων ἐτῶν εἶναι ὁ καθένας;: [418, 604, 597, 634]
crossword-cell: [663, 1511, 682, 1529]
taxi-list: [418, 1094, 597, 1233]
cinema-listing: ΑΘΗΝΑ τηλ. 80-866 (Ὀφηλ): «Ἡ Κλεοπάτρα». ΑΙΓΑΙΟΝ τηλ. 70-813: «Ἡ ὀλυμπιάς». ΑΙΓΛΗ τηλ. 25-175: «Τὸ κύμα». ΑΙΣΘΗΜΑ τηλ. 78-193 (Βαρδάρι): «Ὁ Βαρδαρ». ΑΚΡΟΠΟΛΙΣ τηλ. 25-016: «Ὁ Κατάσκοπος». ΑΛΣΟΣ τηλ. 45-011: «Τὸ ἀνέκδοτο».: [990, 1724, 1165, 1795]
arts-subhead: Μίμης Φωτόπουλος: [1215, 945, 1323, 957]
ships-head: ΚΑΤΑΠΛΟΙ: [453, 928, 561, 954]
crossword-cell: [682, 1529, 701, 1548]
crossword-col-number: 8: [765, 1443, 772, 1453]
crossword-cell: [701, 1586, 720, 1605]
taxi-station-phone: 22—333: [561, 1203, 597, 1214]
article-paragraph: ΕΙΣ την ἐνότητα τοῦ κ. Γ. Ταπήνου ἔχω ἀπαντήσει ἐκτάκτως, διὰ νὰ ἐπιτεθῶ κατὰ τῆς ἀδιαφορίας τῶν ὑπευθύνων.: [28, 756, 408, 777]
anecdote-head: ΤΟ ΑΝΕΚΔΟΤΟΝ: [431, 355, 584, 381]
article-paragraph: ΤΟΥ ΑΘΗΝΑΪΚΟΥ ΟΜΙΛΟΥ εἰς Ἄθωνα καὶ τὰ περίχωρα. ΤΟΥ «ΕΛΛΗΝΙΚΟΥ ΟΡΕΙΒΑΤΙΚΟΥ ΣΥΝΔΕΣΜΟΥ» ἐκδρομὴ εἰς Ὄλυμπον. ΤΗΣ «ΚΑΛΛΙΤΕΧΝΙΚΗΣ ΕΤΑΙΡΙΑΣ» εἰς Βέροιαν.: [1173, 1833, 1366, 1883]
article-paragraph: ΑΝΑΓΝΩΣΤΗΣ μου ποὺ περιῆλθε τελευταίως τὴν Σκωτίαν, μοῦ στέλνει τὰς ἐντυπώσεις του διὰ τὴν φιλοξενίαν τῆς χώρας.: [28, 570, 408, 591]
article-paragraph: ΤΟΥ «ΑΣΤΟΥ» εἰς Καβάλαν. ΤΟΥ «ΕΚΔΡΟΜΙΚΟΥ ΟΜΙΛΟΥ ΘΕΣΣΑΛΟΝΙΚΗΣ» εἰς Νάουσαν. ΤΟΥ «ΦΙΛΙΠΠΟΥ» εἰς Κρήνην. ΤΗΣ «ΕΝΩΣΕΩΣ ΦΥΣΙΟΛΑΤΡΩΝ» εἰς Σέρρας.: [1373, 1833, 1566, 1883]
crossword-cell: [777, 1529, 796, 1548]
taxi-station-phone: 31—211: [561, 1213, 597, 1224]
article-paragraph: ΤΟΥ ΑΘΗΝΑΪΚΟΥ ΟΜΙΛΟΥ εἰς Ἄθωνα καὶ τὰ περίχωρα. ΤΟΥ «ΕΛΛΗΝΙΚΟΥ ΟΡΕΙΒΑΤΙΚΟΥ ΣΥΝΔΕΣΜΟΥ» ἐκδρομὴ εἰς Ὄλυμπον. ΤΗΣ «ΚΑΛΛΙΤΕΧΝΙΚΗΣ ΕΤΑΙΡΙΑΣ» εἰς Βέροιαν.: [1373, 1885, 1566, 1936]
article-paragraph: — Τὸ γνωρίζεις καὶ σὺ πολὺ καλά. — Νὰ, ἀπάντησε ἐκεῖνος. Ἡ μητέρα σου δὲν θὰ δεχθῇ ποτὲ αὐτὸν τὸν γάμο. Ἡ Κλαούδια ἔσκυψε τὸ κεφάλι χωρὶς νὰ ἀπαντήσῃ. Τὰ μάτια της εἶχαν γεμίσει δάκρυα. — Κι ἐγὼ τί θὰ κάνω χωρὶς ἐσένα; — Θὰ ζήσεις, Μάριε, ὅπως ζοῦν ὅλοι. Ὁ χρόνος θὰ σοῦ φέρει τὴ λησμονιά.: [670, 2113, 982, 2164]
arts-subhead: Ἐθνικὸν Θέατρον: [1220, 1002, 1318, 1014]
diachronic-text: Εἰς τὸ ὑπόγειον τοῦ ΧΑΝΘ ἀπὸ σήμερον ἡ ἐκδήλωσις τῶν νέων καλλιτεχνῶν μὲ θέμα: «Ἡ Θεσσαλονίκη στὸν αἰῶνα μας».: [418, 1254, 597, 1295]
leader-dots: [479, 1124, 557, 1131]
crossword-black-cell: [720, 1492, 739, 1511]
talks-head: ΑΙ ΔΙΑΛΕΞΕΙΣ: [1405, 712, 1533, 738]
article-paragraph: Ρεσιτάλ ὑψιφώνου. Ὁ διάσημος σοπράνος Ἀθανασίου Μακεδονίας δίδει ρεσιτὰλ εἰς τὴν αἴθουσαν τῆς Ἑταιρείας Μακεδονικῶν Σπουδῶν. Μουσικὴ χορωδία «Τρεχυδὲς ρεσιτάλ». Κρατικὴ ὀρχήστρα.: [1372, 480, 1566, 531]
crossword-cell: [663, 1492, 682, 1511]
taxi-row: [418, 1144, 597, 1154]
crossword-black-cell: [701, 1454, 720, 1473]
article-paragraph: — Γιατί δὲν ἀπαντᾶς σὲ μένα; ρώτησε ἐκεῖνος μὲ φωνὴ ποὺ ἔτρεμε. — Δὲν ξέρω τί νὰ σοῦ πῶ, ψιθύρισε ἡ κοπέλα. Τὸ δωμάτιο ἦταν σκοτεινὸ καὶ ἡ βροχὴ χτυποῦσε τὰ τζάμια. Ὁ Μάριος σηκώθηκε καὶ πλησίασε τὸ παράθυρο, ἀναλογιζόμενος τὰ λόγια της. — Εἶναι ἀλήθεια λοιπόν; Θὰ φύγεις; — Πρέπει νὰ φύγω, Μάριε. Δὲν ὑπάρχει ἄλλος δρόμος γιὰ μᾶς.: [349, 2113, 661, 2164]
crossword-col-number: 5: [708, 1443, 715, 1453]
article-paragraph: ΤΟΥ ΑΘΗΝΑΪΚΟΥ ΟΜΙΛΟΥ εἰς Ἄθωνα καὶ τὰ περίχωρα. ΤΟΥ «ΕΛΛΗΝΙΚΟΥ ΟΡΕΙΒΑΤΙΚΟΥ ΣΥΝΔΕΣΜΟΥ» ἐκδρομὴ εἰς Ὄλυμπον. ΤΗΣ «ΚΑΛΛΙΤΕΧΝΙΚΗΣ ΕΤΑΙΡΙΑΣ» εἰς Βέροιαν.: [1173, 2057, 1366, 2108]
section-divider: * * *: [193, 342, 243, 353]
crossword-black-cell: [663, 1529, 682, 1548]
article-paragraph: Ἡ Λορὶς Σκαλὶ θὰ ἐμφανισθῇ εἰς τὸ «Βασιλικὸν Θέατρον» μὲ νέον ρεπερτόριον. Ὁ Μίμης Φωτόπουλος ἑτοιμάζει κωμωδίαν διὰ τὴν χειμερινὴν περίοδον.: [1173, 901, 1364, 942]
excursions-section: [1173, 1780, 1566, 2297]
article-paragraph: Ὅπως ὁ Ροδόλφος ἐγράφη τὴν Μαρία Βετσέρα, ἔτσι ἔγινε καὶ ἡ ἀγάπη τῶν δύο νέων ἀντικείμενον ἀτελειώτων συζητήσεων.: [609, 835, 792, 876]
talk-speaker: ΤΗΣ κ. ΓΦ. ΔΙΔΑΣΚΑΛΟΥ: [1403, 814, 1535, 826]
article-paragraph: ΦΦΑΝΤΑΖΟΜΑΙ ὅτι κανεὶς ἀπὸ τοὺς Θεσσαλονικεῖς δὲν θὰ ἀρνηθῇ ὅτι ἡ πόλις μας ἔχει ἀνάγκην ἀπὸ περισσότερους χώρους πρασίνου.: [28, 788, 408, 820]
article-paragraph: Ρεσιτάλ ὑψιφώνου. Ὁ διάσημος σοπράνος Ἀθανασίου Μακεδονίας δίδει ρεσιτὰλ εἰς τὴν αἴθουσαν τῆς Ἑταιρείας Μακεδονικῶν Σπουδῶν. Μουσικὴ χορωδία «Τρεχυδὲς ρεσιτάλ». Κρατικὴ ὀρχήστρα.: [1372, 374, 1566, 425]
crossword-body: [609, 1443, 982, 1626]
crossword-cell: [625, 1473, 644, 1492]
talk-speaker: ΤΟΥ κ. Ι.Θ. ΚΑΚΡΙΔΗ: [1412, 852, 1526, 864]
pharmacy-item: Ἀ. Ἀλεξίου, Ἐγνατίας 6: [418, 746, 519, 757]
talks-list: [1372, 741, 1566, 996]
crossword-black-cell: [644, 1586, 663, 1605]
taxi-station-phone: 24—811: [561, 1144, 597, 1155]
article-paragraph: Ὁ δρ Τέοντορ Ραΐντολφ Σαλβάτωρ Χάμπσμπουργκ, ὁ τελευταῖος ἀπόγονος τῆς οἰκογενείας τῶν Ἀψβούργων, ἀπειλεῖ νὰ προσφύγῃ εἰς τὰ δικαστήρια διὰ νὰ ἐμποδίσῃ τὴν προβολὴν τῆς νέας ταινίας.: [609, 460, 792, 511]
crossword-cell: [777, 1567, 796, 1586]
crossword-cell: [739, 1605, 758, 1624]
almanac-line: ΣΕΛΗΝΗ 17 ΗΜΕΡΩΝ: [470, 155, 544, 164]
cinema-listing: ΑΘΗΝΑ τηλ. 80-866 (Ὀφηλ): «Ἡ Κλεοπάτρα». ΑΙΓΑΙΟΝ τηλ. 70-813: «Ἡ ὀλυμπιάς». ΑΙΓΛΗ τηλ. 25-175: «Τὸ κύμα». ΑΙΣΘΗΜΑ τηλ. 78-193 (Βαρδάρι): «Ὁ Βαρδαρ». ΑΚΡΟΠΟΛΙΣ τηλ. 25-016: «Ὁ Κατάσκοπος». ΑΛΣΟΣ τηλ. 45-011: «Τὸ ἀνέκδοτο».: [990, 1539, 1165, 1610]
leader-dots: [486, 1173, 560, 1180]
leader-dots: [461, 1223, 560, 1230]
article-paragraph: — Ναί, σοῦ φαίνεται πολὺ, σὲ βεβαιῶ... Ἀνάμεσά μας δὲν ὑπάρχει τίποτα πιὰ νὰ πούμε. Ἡ Ἐλένη κοίταξε τὸν ἄνδρα της μὲ βλέμμα γεμάτο ἀπορία. — Δὲν καταλαβαίνω τί θέλεις νὰ πεῖς. — Θέλω νὰ πῶ ὅτι ὁ δεύτερος γάμος μου ἦταν ἕνα λάθος. Ἕνα λάθος ποὺ δὲν διορθώνεται.: [349, 1922, 661, 1963]
crossword-black-cell: [701, 1605, 720, 1624]
crossword-cell: [663, 1454, 682, 1473]
crossword-cell: [682, 1605, 701, 1624]
crossword-cell: [682, 1586, 701, 1605]
article-paragraph: — Ναί, σοῦ φαίνεται πολὺ, σὲ βεβαιῶ... Ἀνάμεσά μας δὲν ὑπάρχει τίποτα πιὰ νὰ πούμε. Ἡ Ἐλένη κοίταξε τὸν ἄνδρα της μὲ βλέμμα γεμάτο ἀπορία. — Δὲν καταλαβαίνω τί θέλεις νὰ πεῖς. — Θέλω νὰ πῶ ὅτι ὁ δεύτερος γάμος μου ἦταν ἕνα λάθος. Ἕνα λάθος ποὺ δὲν διορθώνεται.: [670, 1870, 982, 1910]
crossword-col-number: 4: [689, 1443, 696, 1453]
taxi-station-name: Σιδηροδρομικοῦ Σταθμοῦ: [418, 1203, 527, 1214]
date-day: ΣΑΒΒΑΤΟΝ: [468, 103, 546, 119]
article-paragraph: Ἡ Λορὶς Σκαλὶ θὰ ἐμφανισθῇ εἰς τὸ «Βασιλικὸν Θέατρον» μὲ νέον ρεπερτόριον. Ὁ Μίμης Φωτόπουλος ἑτοιμάζει κωμωδίαν διὰ τὴν χειμερινὴν περίοδον.: [1173, 542, 1364, 583]
crossword-across-head: ΟΡΙΖΟΝΤΙΑΙ: [609, 1636, 676, 1648]
article-paragraph: ΔΔΕΝ ΞΕΥΡΩ ἂν ὁ συμπολίτης ἀναγνώστης μου, κ. Δημήτριος Ρουτόπουλος, τοῦ ὁποίου ἡ ἐπιστολὴ δημοσιεύεται εἰς τὸ σημερινὸν φύλλον, θὰ μείνῃ ἱκανοποιημένος ἀπὸ τὴν ἀπάντησιν.: [28, 351, 408, 386]
poetry-text: Μόνο γιὰ τὴν ἀγάπη θὰ ἀγαπήσω ξανά, μόνο γιὰ τὴ ζωὴ θὰ ζήσω. Κι ὅταν ὁ ἥλιος γείρει στὸ βουνό, θὰ σὲ θυμηθῶ.: [418, 275, 597, 306]
crossword-cell: [777, 1605, 796, 1624]
taxi-head: ΤΗΛΕΦΩΝΑ ΤΑΞΙ: [430, 1042, 585, 1068]
talk-details: Τὴν Κυριακὴν 12ην μεσημβρινὴν ὁμιλία εἰς τὸ Βασιλικὸν Θέατρον.: [1372, 939, 1566, 960]
taxi-row: [418, 1183, 597, 1193]
theatres-listing: ΑΥΛΑΙΑ τηλ. 36—256 (Θόδορος Κ. Κατράκη) «Ἡ κυρία ποὺ ἀγαπᾶ τὰ λουλούδια». Ἀρχὴ 6.15 καὶ 9.45 μ.μ. ΕΤΑΙΡΙΑ ΜΑΚΕΔΟΝΙΚΩΝ ΣΠΟΥΔΩΝ τηλ. 73—350 «Ὁ Ματθαίος». ΣΤΡΑΤΙΩΤΙΚΟΝ τηλ. 80—826 «Ὁ Κλέων Κάζης».: [990, 210, 1165, 280]
serial-column-2: [349, 1870, 660, 2220]
section-divider: * * *: [193, 453, 243, 464]
article-paragraph: Ἡ Λορὶς Σκαλὶ θὰ ἐμφανισθῇ εἰς τὸ «Βασιλικὸν Θέατρον» μὲ νέον ρεπερτόριον. Ὁ Μίμης Φωτόπουλος ἑτοιμάζει κωμωδίαν διὰ τὴν χειμερινὴν περίοδον.: [1173, 959, 1364, 999]
article-paragraph: Ἡ Λορὶς Σκαλὶ θὰ ἐμφανισθῇ εἰς τὸ «Βασιλικὸν Θέατρον» μὲ νέον ρεπερτόριον. Ὁ Μίμης Φωτόπουλος ἑτοιμάζει κωμωδίαν διὰ τὴν χειμερινὴν περίοδον.: [1173, 1078, 1364, 1119]
arts-title: ΓΡΑΜΜΑΤΑ ΚΑΙ ΤΕΧΝΑΙ: [1205, 177, 1538, 205]
article-paragraph: Ρεσιτάλ ὑψιφώνου. Ὁ διάσημος σοπράνος Ἀθανασίου Μακεδονίας δίδει ρεσιτὰλ εἰς τὴν αἴθουσαν τῆς Ἑταιρείας Μακεδονικῶν Σπουδῶν. Μουσικὴ χορωδία «Τρεχυδὲς ρεσιτάλ». Κρατικὴ ὀρχήστρα.: [1372, 427, 1566, 478]
article-paragraph: ΑΑΝΑΓΝΩΣΤΗΣ μου ποὺ περιῆλθε τελευταίως τὴν Σκωτίαν, μοῦ στέλνει τὰς ἐντυπώσεις του διὰ τὴν φιλοξενίαν τῆς χώρας.: [28, 543, 408, 577]
arts-head: [1173, 169, 1570, 213]
article-paragraph: Ἀγωνιώτερον. Οὔτε τὸν ἀγκώνα του δὲν ἐκίνησε διὰ νὰ προλάβῃ τὴν ταινίαν πρὸ τῆς προβολῆς της, διότι πιστεύει ὅτι τὸ θέμα ἀνήκει εἰς τὴν ἱστορίαν.: [799, 759, 982, 800]
section-divider: * * *: [193, 535, 243, 546]
article-paragraph: Ο Ὁ δρ Τέοντορ Ραΐντολφ Σαλβάτωρ Χάμπσμπουργκ, ὁ τελευταῖος ἀπόγονος τῆς οἰκογενείας τῶν Ἀψβούργων, ἀπειλεῖ νὰ προσφύγῃ εἰς τὰ δικαστήρια διὰ νὰ ἐμποδίσῃ τὴν προβολὴν τῆς νέας ταινίας.: [609, 343, 792, 406]
crossword-cell: [663, 1473, 682, 1492]
article-paragraph: ΕΕΙΣ την ἐνότητα τοῦ κ. Γ. Ταπήνου ἔχω ἀπαντήσει ἐκτάκτως, διὰ νὰ ἐπιτεθῶ κατὰ τῆς ἀδιαφορίας τῶν ὑπευθύνων.: [28, 729, 408, 763]
crossword-cell: [663, 1548, 682, 1567]
leader-dots: [457, 1213, 560, 1220]
crossword-down-clues: 1) Ἐργαλεῖο. 2) Ὄργανον μουσικόν. 3) Χώρα. 4) Ἀντωνυμία. 5) Πόλις. 6) Νήσος. 7) Ἐπίρρημα. 8) Κύριον ὄνομα. 9) Ἐκτενῆ.: [805, 1460, 982, 1501]
article-paragraph: ΑΝΑΓΝΩΣΤΗΣ μου ποὺ περιῆλθε τελευταίως τὴν Σκωτίαν, μοῦ στέλνει τὰς ἐντυπώσεις του διὰ τὴν φιλοξενίαν τῆς χώρας.: [28, 616, 408, 636]
masthead: [609, 95, 1317, 155]
article-paragraph: Ὁ δρ Τέοντορ Ραΐντολφ Σαλβάτωρ Χάμπσμπουργκ, ὁ τελευταῖος ἀπόγονος τῆς οἰκογενείας τῶν Ἀψβούργων, ἀπειλεῖ νὰ προσφύγῃ εἰς τὰ δικαστήρια διὰ νὰ ἐμποδίσῃ τὴν προβολὴν τῆς νέας ταινίας.: [609, 736, 792, 787]
crossword-cell: [758, 1548, 777, 1567]
crossword-black-cell: [720, 1567, 739, 1586]
entertainment-head: ΤΑ ΘΕΑΜΑΤΑ: [990, 167, 1165, 190]
arts-subhead: Παρουσίαση: [1234, 452, 1304, 464]
article-paragraph: Τῶν Βορειοελλαδιτῶν. Ἡ ἔκθεσις τῆς Καλλιτεχνικῆς Ἑταιρείας «Τέχνη» εἰς τὴν αἴθουσαν τῆς Ἐθνικῆς Τραπέζης. Ταΐζη καὶ Μακκα. Τοῦ Βασ. Πεναέ.: [1372, 562, 1566, 603]
crossword-black-cell: [625, 1548, 644, 1567]
article-paragraph: — Τὸ γνωρίζεις καὶ σὺ πολὺ καλά. — Νὰ, ἀπάντησε ἐκεῖνος. Ἡ μητέρα σου δὲν θὰ δεχθῇ ποτὲ αὐτὸν τὸν γάμο. Ἡ Κλαούδια ἔσκυψε τὸ κεφάλι χωρὶς νὰ ἀπαντήσῃ. Τὰ μάτια της εἶχαν γεμίσει δάκρυα. — Κι ἐγὼ τί θὰ κάνω χωρὶς ἐσένα; — Θὰ ζήσεις, Μάριε, ὅπως ζοῦν ὅλοι. Ὁ χρόνος θὰ σοῦ φέρει τὴ λησμονιά.: [349, 2166, 661, 2217]
crossword-grid-row-wrap: [609, 1452, 797, 1626]
film-body-left: [609, 345, 792, 921]
crossword-cell: [701, 1492, 720, 1511]
lectures-head: ΑΙ ΠΡΟΒΟΛΑΙ: [1404, 649, 1535, 675]
taxi-row: [418, 1223, 597, 1233]
crossword-cell: [758, 1605, 777, 1624]
article-paragraph: Ἡ ἱστορία δὲν ἀπαιτεῖται νὰ ἐξακριβωθῇ, διότι ὁ Μάγιερλινγκ μένει πάντοτε ἕνα μυστήριον τῆς Εὐρώπης.: [799, 512, 982, 543]
ships-text: «ΠΕΝΕΛΟΠΗ», ἐκ Πειραιῶς. «ΒΑΣΙΛΕΥΣ», ἐξ Ἀλεξανδρείας. «ΑΙΓΥΠΤΟΣ», ἐκ Βενετίας. «ΑΦΡΟΔΙΤΗ», ἐκ Μασσαλίας.: [418, 998, 597, 1039]
article-paragraph: Ἡ ἱστορία δὲν ἀπαιτεῖται νὰ ἐξακριβωθῇ, διότι ὁ Μάγιερλινγκ μένει πάντοτε ἕνα μυστήριον τῆς Εὐρώπης.: [609, 614, 792, 644]
cinema-listing: ΑΕΛΛΩ τηλ. 74-470: «Ἡ Ἀλέξιμα Ἀντιστάσεως». ΑΛΕΞΑΝΔΡΟΣ τηλ. 73-350: «Ἡ κοιλάδα τῆς Θείας Δίκης». ΑΛΚΑΖΑΡ τηλ. 78-186: «Συγκινήσεις». ΑΝΑΤΟΛΙΑ τηλ. 24-537: «Ἐγκληματίαι». ΑΡΙΣΤΟΤΕΛΕΙΟΝ τηλ. 23-051: «Ἡ Ἑλληνικὴ Ἀκτίς». ΑΧΙΛΛΕΙΟΝ τηλ. 74-663: «Στὴν καρδιὰ τῆς ζούγκλας». ΒΑΚΟΥΡΑ τηλ. 71-779: «Ὁ Ἄγνωστος Θεός». ΓΑΛΑΞΙΑΣ τηλ. 87-210: «Βίος».: [990, 1226, 1165, 1337]
section-divider: * * *: [193, 639, 243, 650]
serial-illustration-left: [34, 1778, 103, 1858]
poetry-head: Η ΠΟΙΗΣΙΣ: [453, 234, 560, 260]
article-paragraph: — Γιατί δὲν ἀπαντᾶς σὲ μένα; ρώτησε ἐκεῖνος μὲ φωνὴ ποὺ ἔτρεμε. — Δὲν ξέρω τί νὰ σοῦ πῶ, ψιθύρισε ἡ κοπέλα. Τὸ δωμάτιο ἦταν σκοτεινὸ καὶ ἡ βροχὴ χτυποῦσε τὰ τζάμια. Ὁ Μάριος σηκώθηκε καὶ πλησίασε τὸ παράθυρο, ἀναλογιζόμενος τὰ λόγια της. — Εἶναι ἀλήθεια λοιπόν; Θὰ φύγεις; — Πρέπει νὰ φύγω, Μάριε. Δὲν ὑπάρχει ἄλλος δρόμος γιὰ μᾶς.: [670, 1912, 982, 1963]
article-paragraph: ΤΟΥ ΑΘΗΝΑΪΚΟΥ ΟΜΙΛΟΥ εἰς Ἄθωνα καὶ τὰ περίχωρα. ΤΟΥ «ΕΛΛΗΝΙΚΟΥ ΟΡΕΙΒΑΤΙΚΟΥ ΣΥΝΔΕΣΜΟΥ» ἐκδρομὴ εἰς Ὄλυμπον. ΤΗΣ «ΚΑΛΛΙΤΕΧΝΙΚΗΣ ΕΤΑΙΡΙΑΣ» εἰς Βέροιαν.: [1373, 1991, 1566, 2042]
article-paragraph: Σύμφωνα μὲ τὸ πρόγραμμα τοῦ Κρατικοῦ Θεάτρου Βορείου Ἑλλάδος ἀρχίζουν αὐτὴν τὴν ἑβδομάδα αἱ παραστάσεις τοῦ ἔργου «Ὁ Γλάρος». Ἡ παράστασις θὰ δοθῇ εἰς τὴν αἴθουσαν τῆς ἑταιρείας Μακεδονικῶν Σπουδῶν.: [1173, 325, 1364, 387]
crossword-black-cell: [758, 1586, 777, 1605]
problem-solution-head: Η ΛΥΣΙΣ ΤΟΥ ΧΘΕΣΙΝΟΥ: [442, 637, 573, 649]
crossword-cell: [758, 1511, 777, 1529]
film-subtitle: ΑΝΤΙΔΡΑΣΕΙΣ ΤΩΝ ΑΠΟΓΟΝΩΝ.— ΑΠΕΙΛΕΙΤΑΙ ΠΡΟΣΦΥΓΗ ΣΤΑ ΔΙΚΑΣΤΗΡΙΑ.— ΑΜΦΙΣΒΗΤΕΙΤΑΙ Η ΑΥΤΟΚΤΟΝΙΑ ΤΟΥ ΑΡΧΙΔΟΥΚΟΣ ΡΟΔΟΛΦΟΥ: [620, 289, 971, 337]
crossword-cell: [720, 1586, 739, 1605]
crossword-number-row: [609, 1443, 797, 1452]
taxi-row: [418, 1134, 597, 1144]
